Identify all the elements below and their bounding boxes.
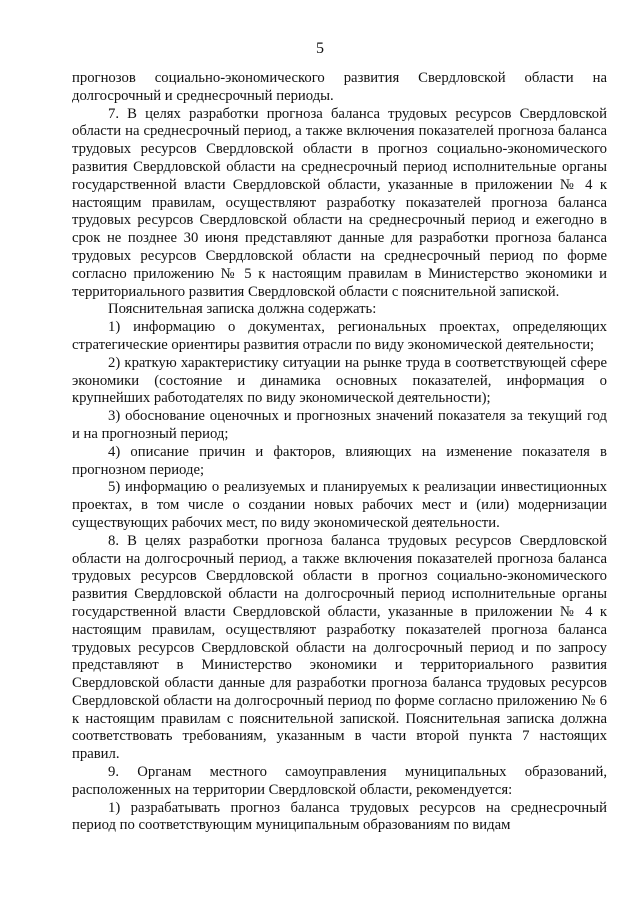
page-number: 5 <box>316 40 324 57</box>
paragraph-item-8: 8. В целях разработки прогноза баланса трудовых ресурсов Свердловской области на долгосрочный период, а также включения показателей прогноза баланса трудовых ресурсов Свердловской области в прогноз социально-экономического развития Свердловской области на долгосрочный период исполнительные органы государственной власти Свердловской области, указанные в приложении № 4 к настоящим правилам, осуществляют разработку показателей прогноза баланса трудовых ресурсов Свердловской области на долгосрочный период и по запросу представляют в Министерство экономики и территориального развития Свердловской области данные для разработки прогноза баланса трудовых ресурсов Свердловской области на долгосрочный период по форме согласно приложению № 6 к настоящим правилам с пояснительной запиской. Пояснительная записка должна соответствовать требованиям, указанным в части второй пункта 7 настоящих правил. <box>72 532 607 763</box>
paragraph-note-intro: Пояснительная записка должна содержать: <box>108 301 377 318</box>
paragraph-continuation: прогнозов социально-экономического развития Свердловской области на долгосрочный и среднесрочный периоды. <box>72 70 607 104</box>
paragraph-item-7: 7. В целях разработки прогноза баланса трудовых ресурсов Свердловской области на среднесрочный период, а также включения показателей прогноза баланса трудовых ресурсов Свердловской области в прогноз социально-экономического развития Свердловской области на среднесрочный период исполнительные органы государственной власти Свердловской области, указанные в приложении № 4 к настоящим правилам, осуществляют разработку показателей прогноза баланса трудовых ресурсов Свердловской области на среднесрочный период и ежегодно в срок не позднее 30 июня представляют данные для разработки прогноза баланса трудовых ресурсов Свердловской области на среднесрочный период по форме согласно приложению № 5 к настоящим правилам в Министерство экономики и территориального развития Свердловской области с пояснительной запиской. <box>72 105 607 300</box>
list-item-1: 1) информацию о документах, региональных проектах, определяющих стратегические ориентиры развития отрасли по виду экономической деятельности; <box>72 319 607 353</box>
list-item-5: 5) информацию о реализуемых и планируемых к реализации инвестиционных проектах, в том числе о создании новых рабочих мест и (или) модернизации существующих рабочих мест, по виду экономической деятельности. <box>72 479 607 531</box>
paragraph-item-9: 9. Органам местного самоуправления муниципальных образований, расположенных на территории Свердловской области, рекомендуется: <box>72 764 607 798</box>
list-item-3: 3) обоснование оценочных и прогнозных значений показателя за текущий год и на прогнозный период; <box>72 408 607 442</box>
list-item-2: 2) краткую характеристику ситуации на рынке труда в соответствующей сфере экономики (состояние и динамика основных показателей, информация о крупнейших работодателях по виду экономической деятельности); <box>72 354 607 407</box>
list-item-9-1: 1) разрабатывать прогноз баланса трудовых ресурсов на среднесрочный период по соответствующим муниципальным образованиям по видам <box>72 799 607 834</box>
document-body <box>72 70 607 835</box>
list-item-4: 4) описание причин и факторов, влияющих на изменение показателя в прогнозном периоде; <box>72 443 607 478</box>
